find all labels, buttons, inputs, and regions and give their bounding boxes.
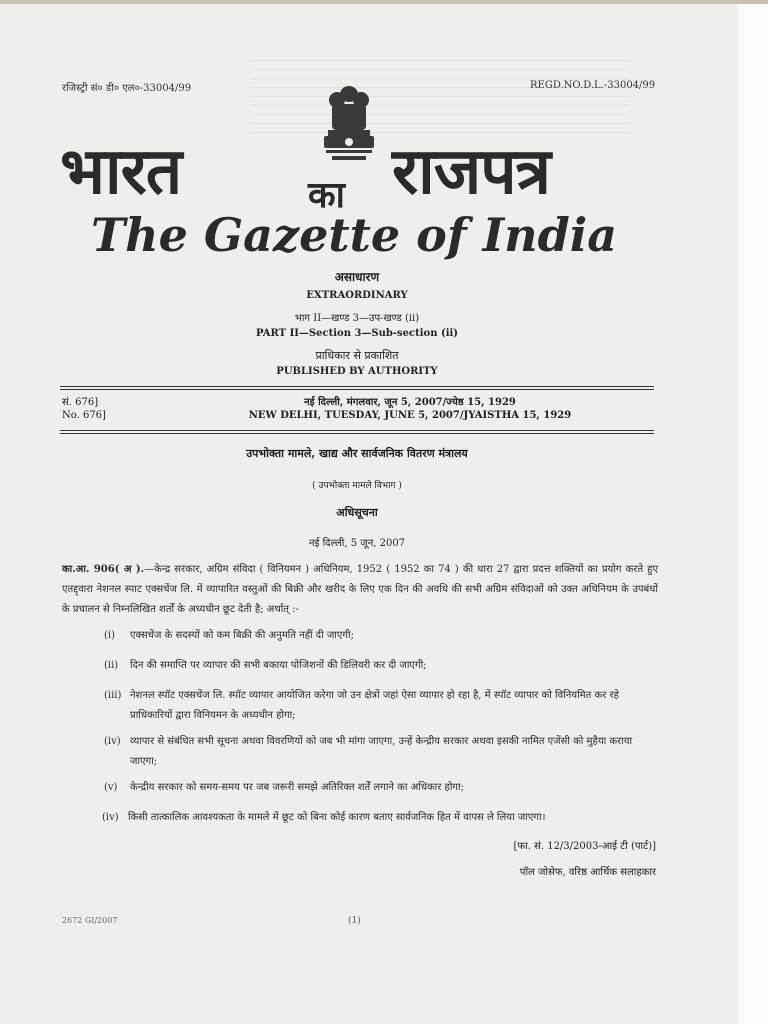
part-section-hindi: भाग II—खण्ड 3—उप-खण्ड (ii) [294,313,420,324]
notification-text: —केन्द्र सरकार, अग्रिम संविदा ( विनियमन ) अधिनियम, 1952 ( 1952 का 74 ) की धारा 27 द्वारा प्रदत्त शक्तियों का प्रयोग करते हुए एतद्द्वारा नेशनल स्पाट एक्सचेंज लि. में व्यापारित वस्तुओं की बिक्री और खरीद के लिए एक दिन की अवधि की सभी अग्रिम संविदाओं को उक्त अधिनियम के उपबंधों के प्रचालन से निम्नलिखित शर्तों के अध्यधीन छूट देती है; अर्थात् :- [62,564,659,615]
condition-text: नेशनल स्पॉट एक्सचेंज लि. स्पॉट व्यापार आयोजित करेगा जो उन क्षेत्रों जहां ऐसा व्यापार हो रहा है, में स्पॉट व्यापार को विनियमित कर रहे प्राधिकारियों द्वारा विनियमन के अध्यधीन होगा; [130,690,619,721]
file-reference: [फा. सं. 12/3/2003-आई टी (पार्ट)] [513,841,656,852]
national-emblem-icon [318,80,380,172]
condition-text: किसी तात्कालिक आवश्यकता के मामले में छूट को बिना कोई कारण बताए सार्वजनिक हित में वापस ले लिया जाएगा। [128,812,546,823]
condition-text: केन्द्रीय सरकार को समय-समय पर जब जरूरी समझे अतिरिक्त शर्तें लगाने का अधिकार होगा; [130,782,465,793]
ministry-name: उपभोक्ता मामले, खाद्य और सार्वजनिक वितरण मंत्रालय [246,447,468,460]
condition-number: (v) [104,782,118,793]
condition-number: (iii) [104,690,122,701]
bleed-through-text [250,60,630,140]
condition-text: दिन की समाप्ति पर व्यापार की सभी बकाया पोजिशनों की डिलिवरी कर दी जाएगी; [130,660,427,671]
divider-bottom-double [60,433,654,434]
department-name: ( उपभोक्ता मामले विभाग ) [312,481,402,491]
condition-number: (iv) [102,812,119,823]
notification-place-date: नई दिल्ली, 5 जून, 2007 [308,538,406,549]
issue-number-english: No. 676] [62,410,106,421]
title-english: The Gazette of India [90,208,618,262]
condition-item [104,686,660,726]
signatory: पॉल जोसेफ, वरिष्ठ आर्थिक सलाहकार [519,867,656,878]
issue-date-hindi: नई दिल्ली, मंगलवार, जून 5, 2007/ज्येष्ठ 15, 1929 [304,397,516,408]
issue-date-english: NEW DELHI, TUESDAY, JUNE 5, 2007/JYAISTHA 15, 1929 [248,410,572,421]
notification-heading: अधिसूचना [336,506,378,519]
printer-code: 2672 GI/2007 [62,916,118,925]
condition-item [102,808,658,828]
condition-item [104,732,660,772]
condition-number: (ii) [104,660,119,671]
registration-number-english: REGD.NO.D.L.-33004/99 [530,80,656,91]
scan-right-margin [738,4,768,1024]
condition-text: एक्सचेंज के सदस्यों को कम बिक्री की अनुमति नहीं दी जाएगी; [130,630,354,641]
condition-number: (iv) [104,736,121,747]
authority-english: PUBLISHED BY AUTHORITY [276,366,438,377]
condition-item [104,656,660,676]
page-number: (1) [348,916,361,926]
extraordinary-english: EXTRAORDINARY [306,290,408,301]
divider-bottom [60,430,654,431]
condition-number: (i) [104,630,116,641]
condition-item [104,626,660,646]
divider-top [60,386,654,387]
notification-body [62,560,658,620]
registration-number-hindi: रजिस्ट्री सं० डी० एल०-33004/99 [62,83,192,94]
issue-number-hindi: सं. 676] [62,397,99,408]
divider-top-double [60,389,654,390]
authority-hindi: प्राधिकार से प्रकाशित [315,349,399,362]
title-hindi-bharat: भारत [60,135,182,209]
order-reference: का.आ. 906( अ ). [62,564,145,575]
condition-text: व्यापार से संबंधित सभी सूचना अथवा विवरणियों को जब भी मांगा जाएगा, उन्हें केन्द्रीय सरकार अथवा इसकी नामित एजेंसी को मुहैया कराया जाएगा; [130,736,633,767]
part-section-english: PART II—Section 3—Sub-section (ii) [255,328,459,339]
condition-item [104,778,660,798]
title-hindi-ka: का [308,175,345,216]
extraordinary-hindi: असाधारण [334,270,380,284]
title-hindi-rajpatra: राजपत्र [392,135,550,209]
